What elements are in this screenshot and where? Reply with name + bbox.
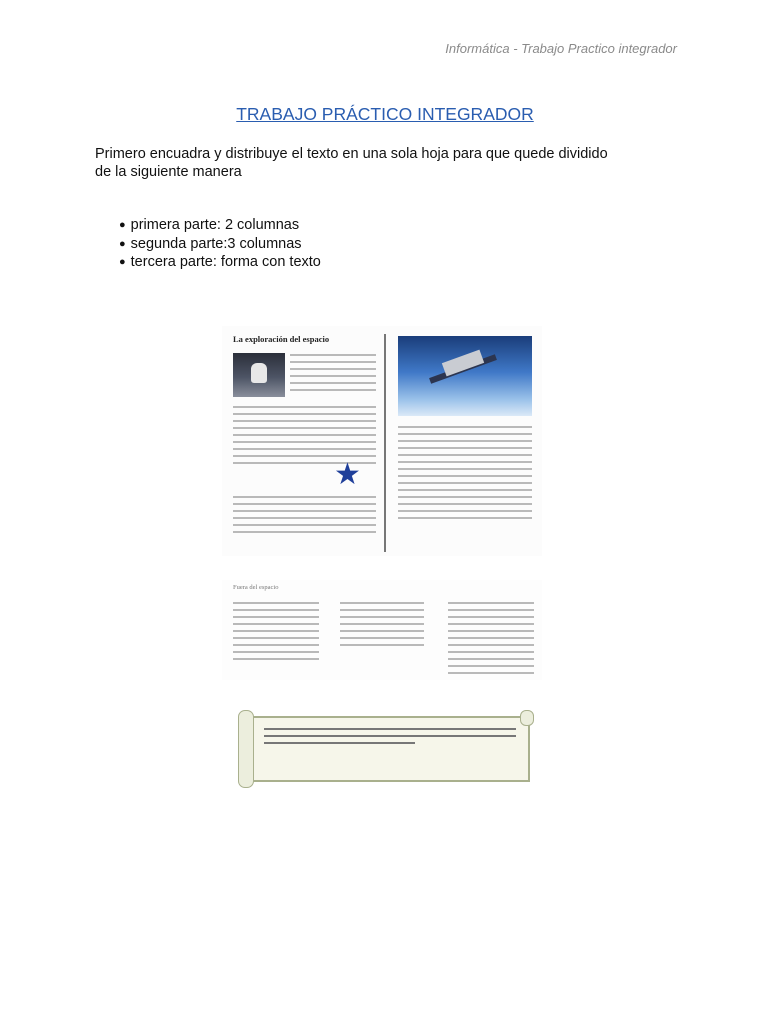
list-item: ● tercera parte: forma con texto: [119, 254, 321, 273]
instruction-list: [119, 217, 321, 273]
header-note: Informática - Trabajo Practico integrador: [445, 41, 677, 56]
sample-page-two-columns: [222, 326, 542, 556]
text-block: [233, 602, 319, 665]
scroll-shape: [234, 710, 530, 786]
text-block: [290, 354, 376, 396]
document-title: TRABAJO PRÁCTICO INTEGRADOR: [236, 104, 534, 124]
sample-page-three-columns: [222, 580, 542, 680]
list-item: ● primera parte: 2 columnas: [119, 217, 321, 236]
sample-page-title: La exploración del espacio: [233, 334, 330, 344]
astronaut-image: [233, 353, 285, 397]
star-shape: ★: [334, 458, 361, 491]
text-block: [264, 728, 516, 749]
sample-page-title: Fuera del espacio: [233, 584, 279, 591]
list-item: ● segunda parte:3 columnas: [119, 236, 321, 255]
text-block: [233, 496, 376, 538]
text-block: [398, 426, 532, 524]
sample-layout-image: [222, 326, 542, 796]
text-block: [340, 602, 424, 651]
column-divider: [384, 334, 386, 552]
intro-paragraph: Primero encuadra y distribuye el texto en una sola hoja para que quede dividido de la siguiente manera: [95, 146, 608, 180]
satellite-image: [398, 336, 532, 416]
text-block: [448, 602, 534, 679]
